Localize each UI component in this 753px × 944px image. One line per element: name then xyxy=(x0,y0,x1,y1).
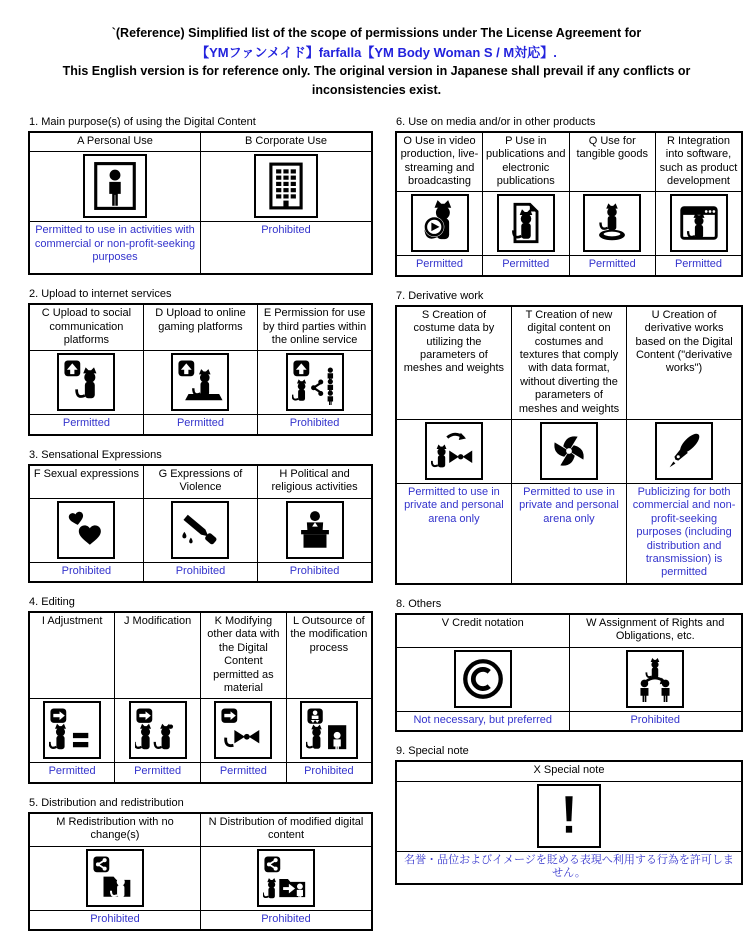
cell-status-B: Prohibited xyxy=(201,222,373,275)
video-icon xyxy=(411,194,469,252)
hearts-icon xyxy=(57,501,115,559)
costume-data-icon xyxy=(425,422,483,480)
building-icon xyxy=(254,154,318,218)
section-heading: 7. Derivative work xyxy=(396,289,484,302)
cell-label-C: C Upload to social communication platforms xyxy=(29,304,143,351)
cell-label-I: I Adjustment xyxy=(29,612,115,699)
section-9-special-note xyxy=(395,745,743,885)
cell-label-M: M Redistribution with no change(s) xyxy=(29,813,201,846)
cell-status-I: Permitted xyxy=(29,763,115,783)
cell-label-O: O Use in video production, live-streaming and broadcasting xyxy=(396,132,483,192)
cell-label-S: S Creation of costume data by utilizing the parameters of meshes and weights xyxy=(396,306,511,420)
cell-label-G: G Expressions of Violence xyxy=(143,465,257,498)
exclamation-icon xyxy=(537,784,601,848)
cell-status-W: Prohibited xyxy=(569,711,742,731)
cell-status-O: Permitted xyxy=(396,256,483,276)
cell-status-E: Prohibited xyxy=(258,415,372,435)
software-icon xyxy=(670,194,728,252)
section-7-table xyxy=(395,305,743,585)
tangible-goods-icon xyxy=(583,194,641,252)
section-heading: 6. Use on media and/or in other products xyxy=(396,115,596,128)
modification-icon xyxy=(129,701,187,759)
section-6-table xyxy=(395,131,743,277)
cell-label-D: D Upload to online gaming platforms xyxy=(143,304,257,351)
cell-status-M: Prohibited xyxy=(29,910,201,930)
cell-status-C: Permitted xyxy=(29,415,143,435)
redistribution-icon xyxy=(86,849,144,907)
cell-label-J: J Modification xyxy=(115,612,201,699)
cell-label-E: E Permission for use by third parties within the online service xyxy=(258,304,372,351)
section-heading: 1. Main purpose(s) of using the Digital Content xyxy=(29,115,256,128)
cell-label-H: H Political and religious activities xyxy=(258,465,372,498)
section-9-table xyxy=(395,760,743,885)
section-7-derivative xyxy=(395,290,743,585)
cell-label-V: V Credit notation xyxy=(396,614,569,647)
cell-status-Q: Permitted xyxy=(569,256,656,276)
upload-gaming-icon xyxy=(171,353,229,411)
section-8-table xyxy=(395,613,743,732)
cell-status-T: Permitted to use in private and personal arena only xyxy=(511,484,626,584)
outsource-icon xyxy=(300,701,358,759)
title-line-2-product-name: 【YMファンメイド】farfalla【YM Body Woman S / M対応】. xyxy=(196,44,557,60)
cell-status-F: Prohibited xyxy=(29,562,143,582)
cell-status-U: Publicizing for both commercial and non-profit-seeking purposes (including distribution and transmission) is permitted xyxy=(627,484,742,584)
adjustment-icon xyxy=(43,701,101,759)
knife-icon xyxy=(171,501,229,559)
cell-label-T: T Creation of new digital content on costumes and textures that comply with data format, without diverting the parameters of meshes and weights xyxy=(511,306,626,420)
section-heading: 2. Upload to internet services xyxy=(29,288,172,301)
section-4-table xyxy=(28,611,373,784)
right-column xyxy=(395,116,743,899)
cell-label-U: U Creation of derivative works based on the Digital Content ("derivative works") xyxy=(627,306,742,420)
publication-icon xyxy=(497,194,555,252)
rights-assignment-icon xyxy=(626,650,684,708)
modified-distribution-icon xyxy=(257,849,315,907)
cell-label-B: B Corporate Use xyxy=(201,132,373,152)
cell-status-N: Prohibited xyxy=(201,910,373,930)
section-1-table xyxy=(28,131,373,275)
cell-label-P: P Use in publications and electronic publications xyxy=(483,132,570,192)
two-column-layout xyxy=(0,106,753,944)
cell-status-V: Not necessary, but preferred xyxy=(396,711,569,731)
cell-status-A: Permitted to use in activities with commercial or non-profit-seeking purposes xyxy=(29,222,201,275)
section-heading: 4. Editing xyxy=(29,596,75,608)
section-3-sensational xyxy=(28,449,373,583)
costume-new-icon xyxy=(540,422,598,480)
cell-label-X: X Special note xyxy=(396,761,742,781)
cell-label-W: W Assignment of Rights and Obligations, etc. xyxy=(569,614,742,647)
cell-label-R: R Integration into software, such as product development xyxy=(656,132,743,192)
cell-status-K: Permitted xyxy=(201,763,287,783)
section-4-editing xyxy=(28,596,373,784)
material-modify-icon xyxy=(214,701,272,759)
section-heading: 5. Distribution and redistribution xyxy=(29,796,184,809)
cell-label-F: F Sexual expressions xyxy=(29,465,143,498)
cell-status-X: 名誉・品位およびイメージを貶める表現へ利用する行為を許可しません。 xyxy=(396,851,742,884)
person-icon xyxy=(83,154,147,218)
cell-status-P: Permitted xyxy=(483,256,570,276)
cell-status-J: Permitted xyxy=(115,763,201,783)
section-heading: 8. Others xyxy=(396,597,442,610)
cell-label-K: K Modifying other data with the Digital Content permitted as material xyxy=(201,612,287,699)
cell-label-A: A Personal Use xyxy=(29,132,201,152)
section-2-table xyxy=(28,303,373,436)
section-8-others xyxy=(395,598,743,732)
document-title xyxy=(0,0,753,106)
section-3-table xyxy=(28,464,373,583)
copyright-icon xyxy=(454,650,512,708)
cell-status-G: Prohibited xyxy=(143,562,257,582)
section-5-distribution xyxy=(28,797,373,931)
podium-icon xyxy=(286,501,344,559)
section-6-media xyxy=(395,116,743,277)
title-line-3-disclaimer: This English version is for reference only. The original version in Japanese shall prevail if any conflicts or inconsistencies exist. xyxy=(62,64,691,97)
cell-status-S: Permitted to use in private and personal arena only xyxy=(396,484,511,584)
section-5-table xyxy=(28,812,373,931)
pen-icon xyxy=(655,422,713,480)
cell-label-L: L Outsource of the modification process xyxy=(286,612,372,699)
third-party-share-icon xyxy=(286,353,344,411)
title-line-1: `(Reference) Simplified list of the scope of permissions under The License Agreement for xyxy=(111,26,642,40)
section-1-main-purpose xyxy=(28,116,373,275)
section-2-upload xyxy=(28,288,373,436)
cell-status-H: Prohibited xyxy=(258,562,372,582)
section-heading: 9. Special note xyxy=(396,745,469,758)
cell-status-D: Permitted xyxy=(143,415,257,435)
cell-status-L: Prohibited xyxy=(286,763,372,783)
cell-status-R: Permitted xyxy=(656,256,743,276)
cell-label-Q: Q Use for tangible goods xyxy=(569,132,656,192)
upload-social-icon xyxy=(57,353,115,411)
section-heading: 3. Sensational Expressions xyxy=(29,448,162,461)
cell-label-N: N Distribution of modified digital content xyxy=(201,813,373,846)
